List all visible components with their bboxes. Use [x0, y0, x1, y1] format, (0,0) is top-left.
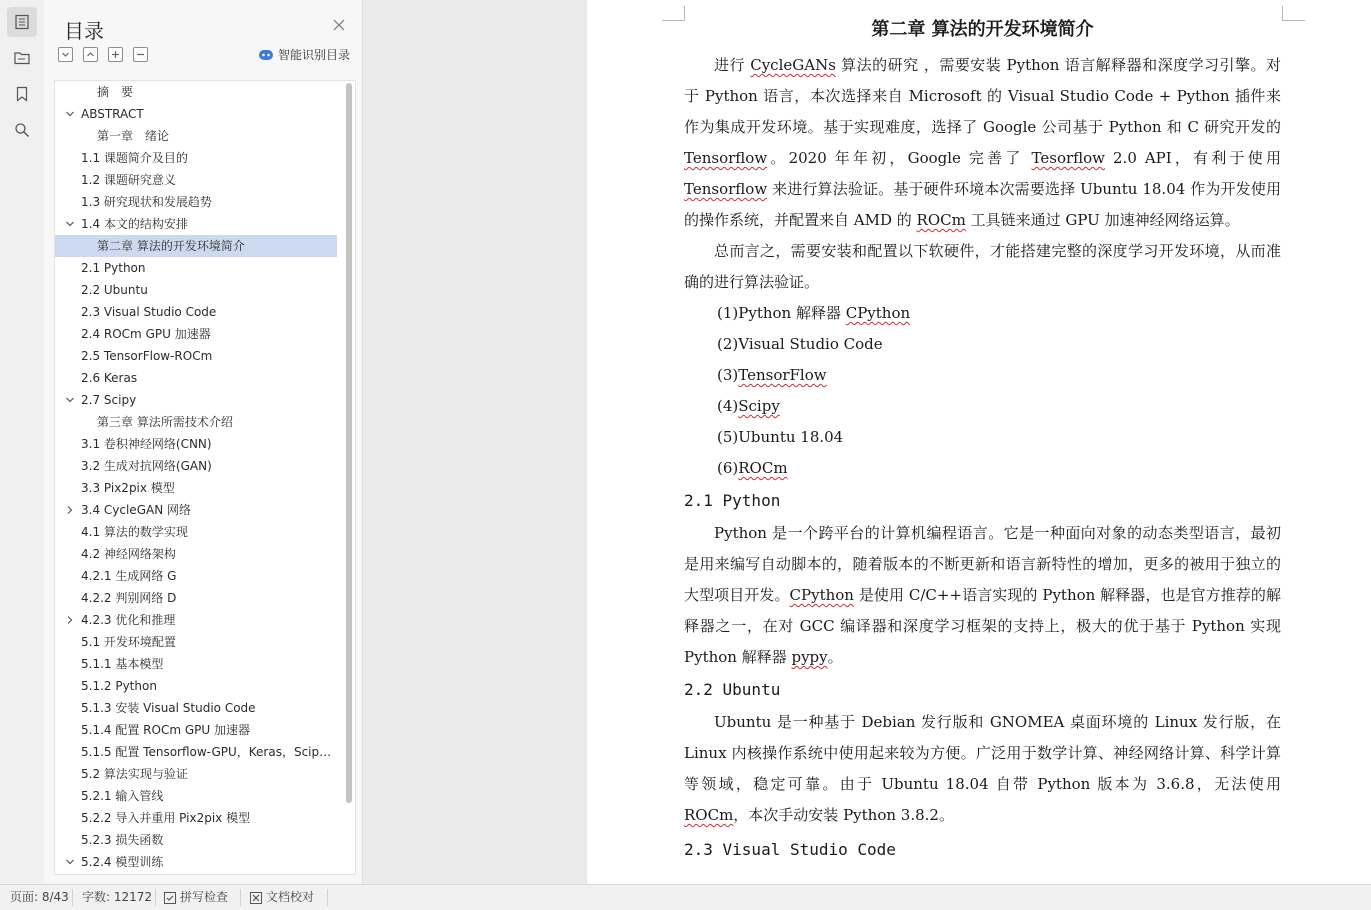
text-run: 2.0 API，有利于使用 — [1105, 149, 1281, 167]
toc-item[interactable] — [55, 631, 337, 653]
text-run: 算法的研究 ，需要安装 Python 语言解释器和深度学习引擎。对于 Python 语言，本次选择来自 Microsoft 的 Visual Studio Code + Python 插件来作为集成开发环境。基于实现难度，选择了 Google 公司基于 Python 和 C 研究开发的 — [684, 56, 1281, 136]
toc-item[interactable] — [55, 213, 337, 235]
chevron-down-icon[interactable] — [65, 857, 75, 867]
status-divider — [155, 889, 156, 906]
toc-item-label: 5.1.4 配置 ROCm GPU 加速器 — [81, 723, 250, 737]
spell-check-button[interactable] — [164, 885, 228, 910]
toc-title: 目录 — [64, 19, 104, 43]
toc-item[interactable] — [55, 851, 337, 873]
toc-item[interactable] — [55, 455, 337, 477]
toc-item-label: 4.2.1 生成网络 G — [81, 569, 177, 583]
remove-item-button[interactable] — [133, 47, 148, 62]
toc-item-label: 2.5 TensorFlow-ROCm — [81, 349, 213, 363]
toc-item[interactable] — [55, 499, 337, 521]
toc-item[interactable] — [55, 103, 337, 125]
chapter-heading: 第二章 算法的开发环境简介 — [871, 19, 1094, 40]
toc-item-label: 5.1.2 Python — [81, 679, 157, 693]
word-count[interactable]: 字数: 12172 — [82, 890, 153, 904]
toc-item-label: 3.2 生成对抗网络(GAN) — [81, 459, 212, 473]
toc-item-label: 5.1 开发环境配置 — [81, 635, 176, 649]
collapse-all-button[interactable] — [58, 47, 73, 62]
toc-item-label: 5.2.1 输入管线 — [81, 789, 164, 803]
toc-item[interactable] — [55, 807, 337, 829]
toc-item[interactable] — [55, 653, 337, 675]
proofread-label: 文档校对 — [266, 890, 315, 904]
toc-item[interactable] — [55, 301, 337, 323]
toc-panel — [44, 0, 363, 884]
misspelled-word: CPython — [845, 304, 911, 322]
toc-item[interactable] — [55, 609, 337, 631]
toc-item-label: 2.1 Python — [81, 261, 146, 275]
software-list-item — [684, 453, 1281, 484]
ubuntu-paragraph — [684, 707, 1281, 831]
section-heading-vscode: 2.3 Visual Studio Code — [684, 840, 896, 859]
section-heading-ubuntu: 2.2 Ubuntu — [684, 680, 781, 699]
toc-item-label: 4.2.3 优化和推理 — [81, 613, 176, 627]
software-list-item — [684, 360, 1281, 391]
misspelled-word: TensorFlow — [738, 366, 827, 384]
toc-item-label: 第一章 绪论 — [97, 129, 170, 143]
toc-item-label: 2.2 Ubuntu — [81, 283, 148, 297]
toc-item[interactable] — [55, 763, 337, 785]
toc-item[interactable] — [55, 235, 337, 257]
toc-item-label: 4.2.2 判别网络 D — [81, 591, 177, 605]
toc-item-label: 5.1.1 基本模型 — [81, 657, 164, 671]
toc-item-label: 第二章 算法的开发环境简介 — [97, 239, 245, 253]
text-run: 。2020 年年初，Google 完善了 — [767, 149, 1032, 167]
spell-check-label: 拼写检查 — [180, 890, 229, 904]
toc-item[interactable] — [55, 389, 337, 411]
toc-item[interactable] — [55, 169, 337, 191]
toc-item[interactable] — [55, 697, 337, 719]
toc-item[interactable] — [55, 741, 337, 763]
toc-toolbar — [58, 47, 148, 62]
software-list-item — [684, 329, 1281, 360]
toc-item[interactable] — [55, 521, 337, 543]
toc-item[interactable] — [55, 587, 337, 609]
page-content — [684, 16, 1281, 865]
toc-item-label: 1.4 本文的结构安排 — [81, 217, 188, 231]
text-run: (2)Visual Studio Code — [717, 335, 883, 353]
text-run: 是使用 C/C++语言实现的 Python 解释器，也是官方推荐的解释器之一，在对 GCC 编译器和深度学习框架的支持上，极大的优于基于 Python 实现 Python 解释器 — [684, 586, 1281, 666]
status-divider — [240, 889, 241, 906]
toc-item-label: 摘 要 — [97, 85, 134, 99]
misspelled-word: Tesorflow — [1031, 149, 1106, 167]
status-divider — [327, 889, 328, 906]
toc-scroll-thumb[interactable] — [346, 83, 352, 803]
toc-item-label: 5.2.2 导入并重用 Pix2pix 模型 — [81, 811, 251, 825]
text-run: (6) — [717, 459, 739, 477]
toc-item[interactable] — [55, 367, 337, 389]
toc-item[interactable] — [55, 477, 337, 499]
close-icon[interactable] — [332, 18, 346, 32]
misspelled-word: pypy — [791, 648, 828, 666]
document-page[interactable] — [587, 0, 1371, 884]
toc-item-label: 2.3 Visual Studio Code — [81, 305, 217, 319]
ai-bot-icon — [258, 49, 274, 61]
toc-item-label: 2.6 Keras — [81, 371, 138, 385]
toc-item-label: 3.1 卷积神经网络(CNN) — [81, 437, 212, 451]
toc-item-label: 2.7 Scipy — [81, 393, 137, 407]
text-run: (4) — [717, 397, 739, 415]
software-list-item — [684, 298, 1281, 329]
software-list-item — [684, 391, 1281, 422]
smart-toc-button[interactable] — [258, 46, 350, 63]
intro-paragraph — [684, 50, 1281, 236]
toc-item[interactable] — [55, 81, 337, 103]
search-icon[interactable] — [7, 115, 37, 145]
toc-item-label: 2.4 ROCm GPU 加速器 — [81, 327, 211, 341]
text-run: (5)Ubuntu 18.04 — [717, 428, 844, 446]
text-run: Ubuntu 是一种基于 Debian 发行版和 GNOMEA 桌面环境的 Linux 发行版，在 Linux 内核操作系统中使用起来较为方便。广泛用于数学计算、神经网络计算、科学计算等领域，稳定可靠。由于 Ubuntu 18.04 自带 Python 版本为 3.6.8，无法使用 — [684, 713, 1281, 793]
software-list-item — [684, 422, 1281, 453]
toc-item[interactable] — [55, 785, 337, 807]
toc-item-label: 5.1.5 配置 Tensorflow-GPU，Keras，Scip… — [81, 745, 332, 759]
misspelled-word: Scipy — [738, 397, 780, 415]
toc-item-label: 1.1 课题简介及目的 — [81, 151, 188, 165]
software-list — [684, 298, 1281, 484]
toc-item[interactable] — [55, 433, 337, 455]
expand-up-button[interactable] — [83, 47, 98, 62]
text-run: Python 是一个跨平台的计算机编程语言。它是一种面向对象的动态类型语言，最初是用来编写自动脚本的，随着版本的不断更新和语言新特性的增加，更多的被用于独立的大型项目开发。 — [684, 524, 1281, 604]
chevron-down-icon[interactable] — [65, 109, 75, 119]
toc-scrollbar[interactable] — [345, 81, 353, 874]
toc-item[interactable] — [55, 257, 337, 279]
misspelled-word: ROCm — [916, 211, 966, 229]
toc-item[interactable] — [55, 147, 337, 169]
toc-item-label: 1.3 研究现状和发展趋势 — [81, 195, 212, 209]
toc-item[interactable] — [55, 323, 337, 345]
toc-item-label: 4.1 算法的数学实现 — [81, 525, 188, 539]
toc-item[interactable] — [55, 345, 337, 367]
add-item-button[interactable] — [108, 47, 123, 62]
prev-page-margin — [363, 0, 586, 884]
text-run: 进行 — [714, 56, 751, 74]
toc-item-label: 4.2 神经网络架构 — [81, 547, 176, 561]
text-run: 。 — [827, 648, 843, 666]
toc-item[interactable] — [55, 279, 337, 301]
page-count[interactable]: 页面: 8/43 — [10, 890, 69, 904]
proofread-icon — [250, 892, 262, 904]
summary-paragraph: 总而言之，需要安装和配置以下软硬件，才能搭建完整的深度学习开发环境，从而准确的进行算法验证。 — [684, 242, 1281, 291]
toc-item-label: 5.1.3 安装 Visual Studio Code — [81, 701, 256, 715]
toc-list — [54, 80, 356, 875]
toc-item-label: 5.2.4 模型训练 — [81, 855, 164, 869]
toc-icon[interactable] — [7, 7, 37, 37]
misspelled-word: ROCm — [738, 459, 788, 477]
toc-item-label: ABSTRACT — [81, 107, 144, 121]
smart-toc-label: 智能识别目录 — [278, 48, 351, 62]
text-run: 工具链来通过 GPU 加速神经网络运算。 — [965, 211, 1240, 229]
toc-item[interactable] — [55, 565, 337, 587]
toc-item[interactable] — [55, 125, 337, 147]
toc-item-label: 第三章 算法所需技术介绍 — [97, 415, 233, 429]
proofread-button[interactable] — [250, 885, 314, 910]
toc-item[interactable] — [55, 411, 337, 433]
side-rail — [0, 0, 45, 884]
margin-corner-mark — [1282, 6, 1305, 21]
toc-item[interactable] — [55, 719, 337, 741]
toc-item-label: 3.3 Pix2pix 模型 — [81, 481, 175, 495]
chevron-right-icon[interactable] — [65, 505, 75, 515]
chevron-down-icon[interactable] — [65, 219, 75, 229]
text-run: (1)Python 解释器 — [717, 304, 846, 322]
status-divider — [72, 889, 73, 906]
toc-item-label: 5.2 算法实现与验证 — [81, 767, 188, 781]
misspelled-word: Tensorflow — [684, 149, 768, 167]
toc-item[interactable] — [55, 543, 337, 565]
toc-item[interactable] — [55, 675, 337, 697]
navigator-icon[interactable] — [7, 43, 37, 73]
text-run: 来进行算法验证。基于硬件环境本次需要选择 Ubuntu 18.04 作为开发使用的操作系统，并配置来自 AMD 的 — [684, 180, 1281, 229]
python-paragraph — [684, 518, 1281, 673]
text-run: ，本次手动安装 Python 3.8.2。 — [733, 806, 954, 824]
spell-check-icon — [164, 892, 176, 904]
toc-item-label: 1.2 课题研究意义 — [81, 173, 176, 187]
toc-item[interactable] — [55, 829, 337, 851]
bookmark-icon[interactable] — [7, 79, 37, 109]
text-run: (3) — [717, 366, 739, 384]
chevron-down-icon[interactable] — [65, 395, 75, 405]
toc-item-label: 3.4 CycleGAN 网络 — [81, 503, 191, 517]
section-heading-python: 2.1 Python — [684, 491, 781, 510]
toc-item-label: 5.2.3 损失函数 — [81, 833, 164, 847]
chevron-right-icon[interactable] — [65, 615, 75, 625]
margin-corner-mark — [662, 6, 685, 21]
misspelled-word: Tensorflow — [684, 180, 768, 198]
misspelled-word: ROCm — [684, 806, 734, 824]
misspelled-word: CPython — [789, 586, 854, 604]
status-bar — [0, 884, 1371, 910]
misspelled-word: CycleGANs — [750, 56, 836, 74]
toc-item[interactable] — [55, 191, 337, 213]
